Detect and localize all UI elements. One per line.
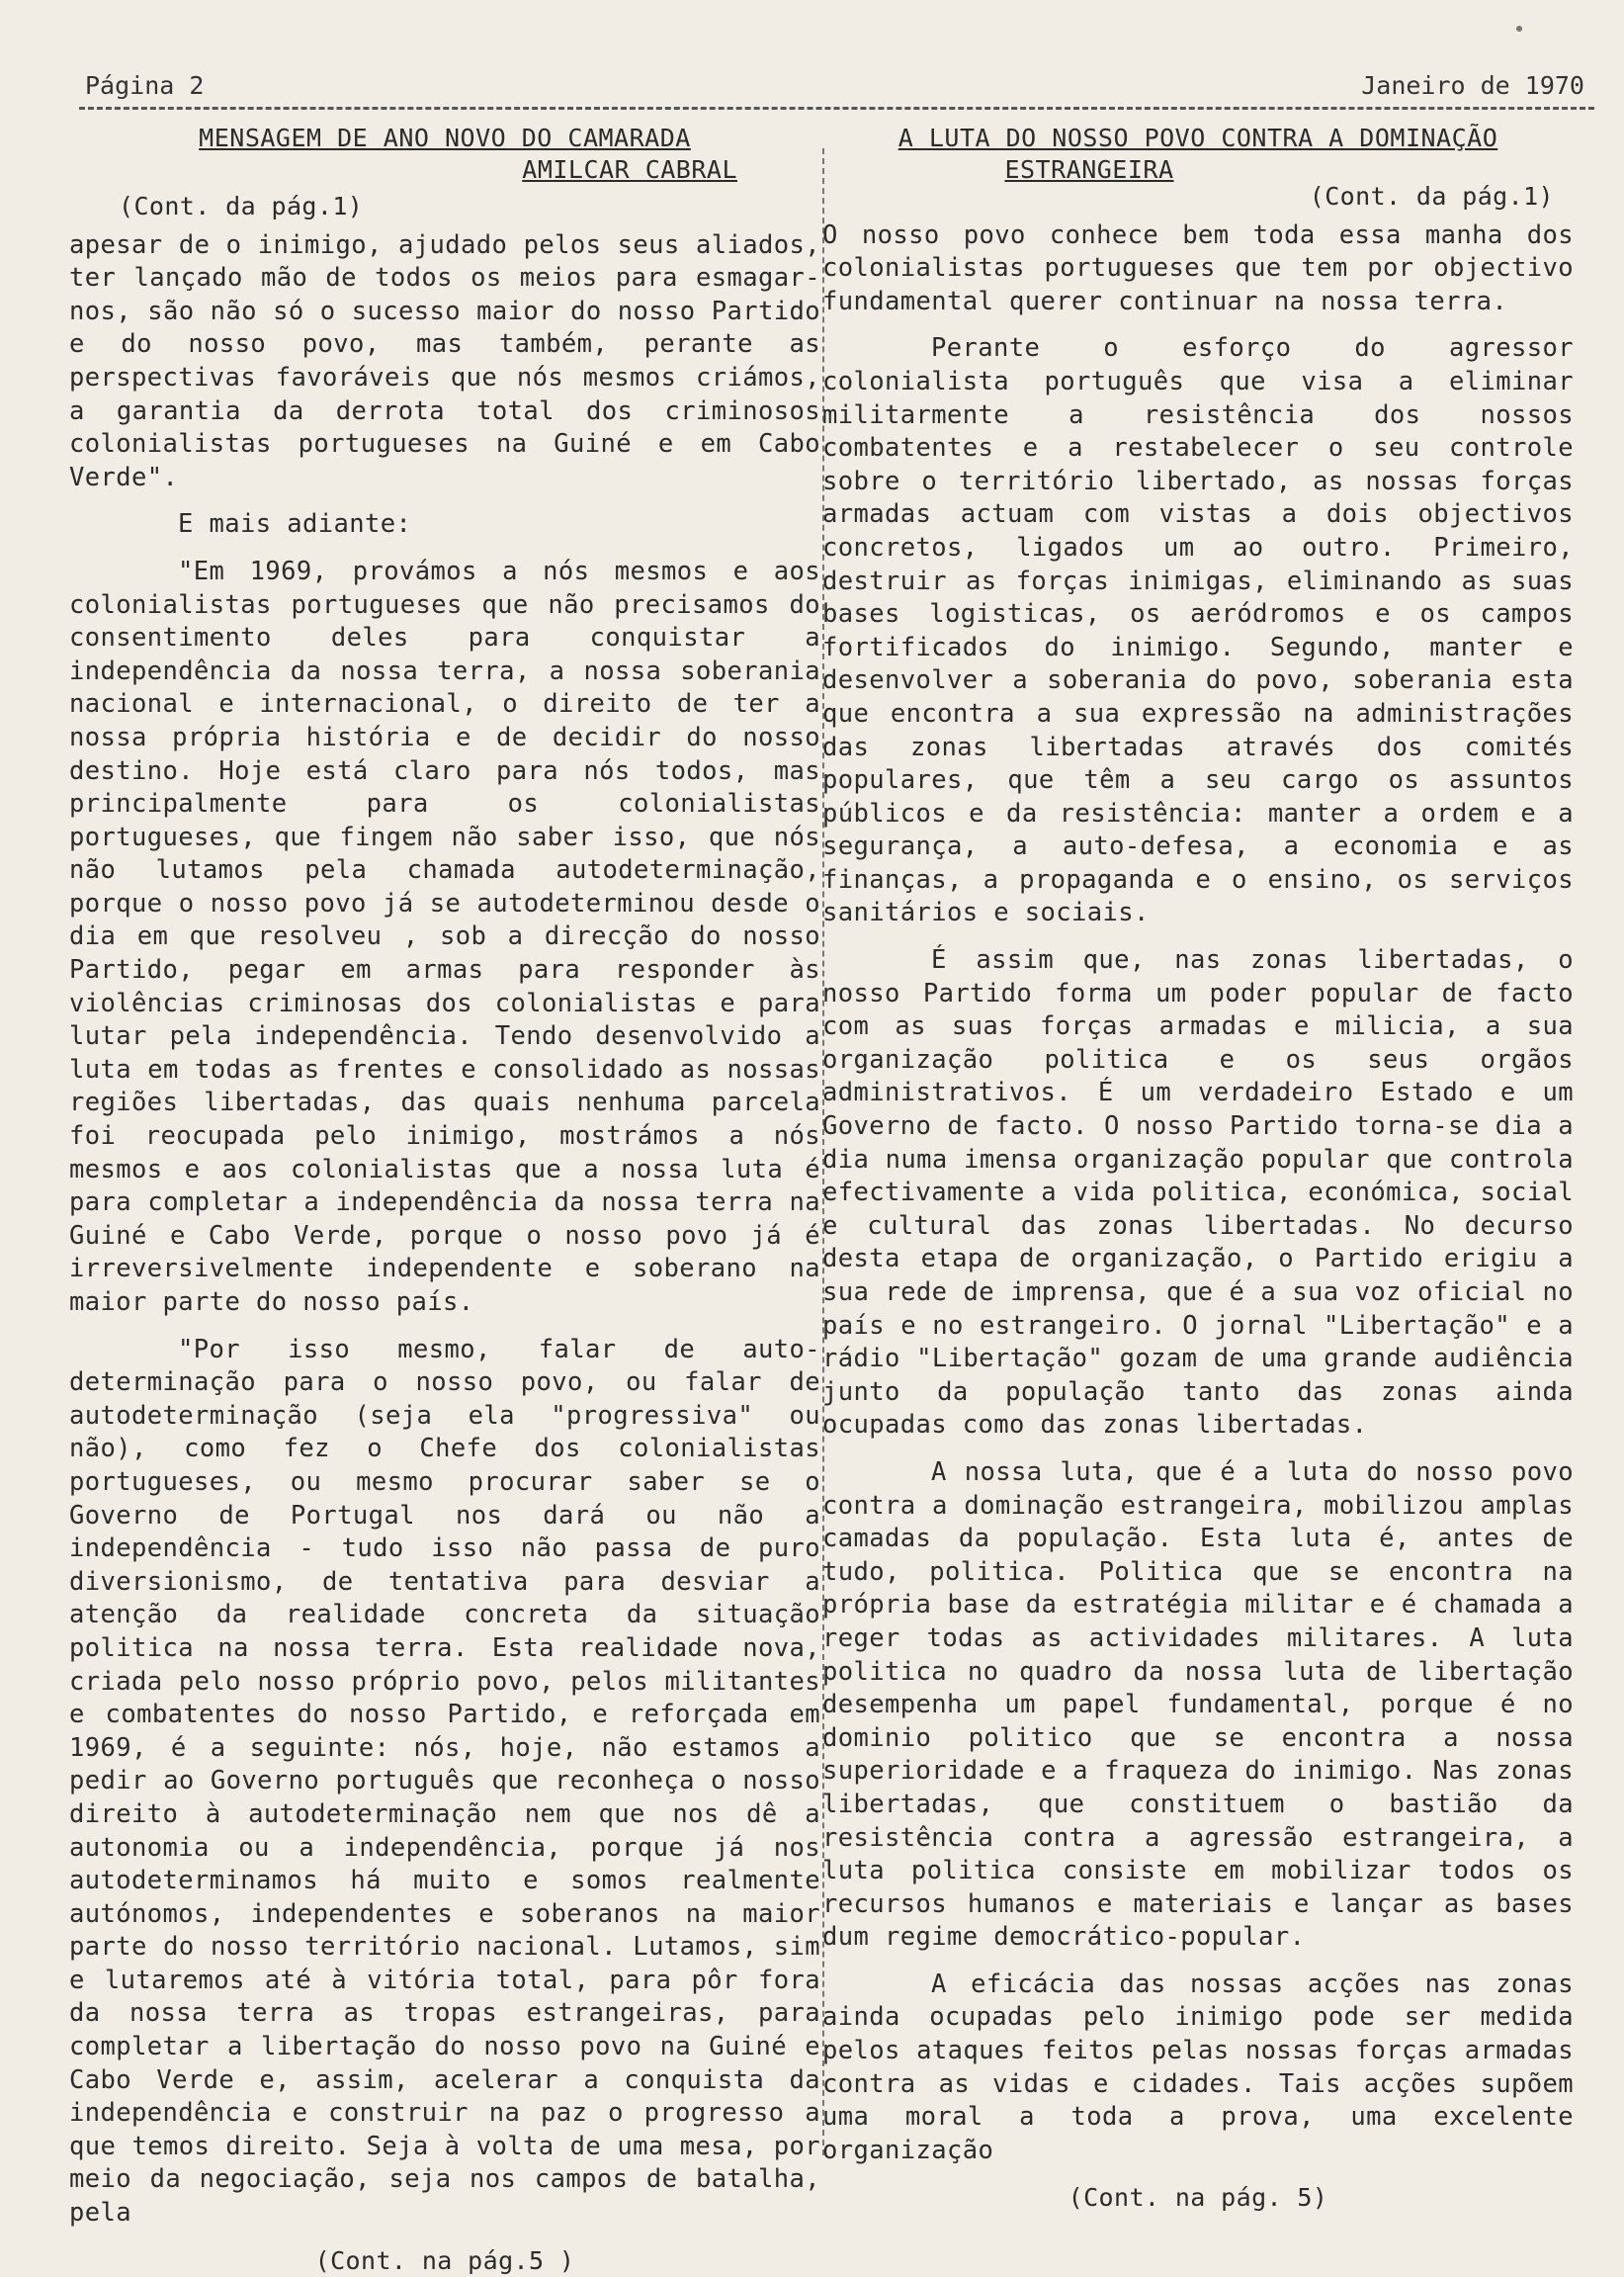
left-article-title-line2: AMILCAR CABRAL [522, 155, 737, 184]
right-paragraph: O nosso povo conhece bem toda essa manha dos colonialistas portugueses que tem por objectivo fundamental querer continuar na nossa terra. [822, 219, 1574, 316]
right-article-title-line2: ESTRANGEIRA [1004, 155, 1174, 184]
right-column [822, 123, 1574, 2215]
left-continued-to: (Cont. na pág.5 ) [314, 2245, 575, 2275]
issue-date: Janeiro de 1970 [1361, 71, 1584, 100]
right-paragraph: A eficácia das nossas acções nas zonas ainda ocupadas pelo inimigo pode ser medida pelos ataques feitos pelas nossas forças armadas contra as vidas e cidades. Tais acções supõem uma moral a toda a prova, uma excelente organização [822, 1969, 1574, 2165]
right-continued-to: (Cont. na pág. 5) [1068, 2183, 1328, 2213]
left-paragraph: apesar de o inimigo, ajudado pelos seus aliados, ter lançado mão de todos os meios para esmagar-nos, são não só o sucesso maior do nosso Partido e do nosso povo, mas também, perante as perspectivas favoráveis que nós mesmos criámos, a garantia da derrota total dos criminosos colonialistas portugueses na Guiné e em Cabo Verde". [69, 229, 820, 492]
left-column [69, 123, 820, 2277]
left-paragraph: "Em 1969, provámos a nós mesmos e aos colonialistas portugueses que não precisamos do consentimento deles para conquistar a independência da nossa terra, a nossa soberania nacional e internacional, o direito de ter a nossa própria história e de decidir do nosso destino. Hoje está claro para nós todos, mas principalmente para os colonialistas portugueses, que fingem não saber isso, que nós não lutamos pela chamada autodeterminação, porque o nosso povo já se autodeterminou desde o dia em que resolveu , sob a direcção do nosso Partido, pegar em armas para responder às violências criminosas dos colonialistas e para lutar pela independência. Tendo desenvolvido a luta em todas as frentes e consolidado as nossas regiões libertadas, das quais nenhuma parcela foi reocupada pelo inimigo, mostrámos a nós mesmos e aos colonialistas que a nossa luta é para completar a independência da nossa terra na Guiné e Cabo Verde, porque o nosso povo já é irreversivelmente independente e soberano na maior parte do nosso país. [69, 556, 820, 1317]
right-article-title-line1: A LUTA DO NOSSO POVO CONTRA A DOMINAÇÃO [897, 124, 1498, 152]
ink-speck [1516, 26, 1522, 32]
right-paragraph: É assim que, nas zonas libertadas, o nosso Partido forma um poder popular de facto com as suas forças armadas e milicia, a sua organização politica e os seus orgãos administrativos. É um verdadeiro Estado e um Governo de facto. O nosso Partido torna-se dia a dia numa imensa organização popular que controla efectivamente a vida politica, económica, social e cultural das zonas libertadas. No decurso desta etapa de organização, o Partido erigiu a sua rede de imprensa, que é a sua voz oficial no país e no estrangeiro. O jornal "Libertação" e a rádio "Libertação" gozam de uma grande audiência junto da população tanto das zonas ainda ocupadas como das zonas libertadas. [822, 945, 1574, 1441]
left-paragraph: "Por isso mesmo, falar de auto-determinação para o nosso povo, ou falar de autodeterminação (seja ela "progressiva" ou não), como fez o Chefe dos colonialistas portugueses, ou mesmo procurar saber se o Governo de Portugal nos dará ou não a independência - tudo isso não passa de puro diversionismo, de tentativa para desviar a atenção da realidade concreta da situação politica na nossa terra. Esta realidade nova, criada pelo nosso próprio povo, pelos militantes e combatentes do nosso Partido, e reforçada em 1969, é a seguinte: nós, hoje, não estamos a pedir ao Governo português que reconheça o nosso direito à autodeterminação nem que nos dê a autonomia ou a independência, porque já nos autodeterminamos há muito e somos realmente autónomos, independentes e soberanos na maior parte do nosso território nacional. Lutamos, sim e lutaremos até à vitória total, para pôr fora da nossa terra as tropas estrangeiras, para completar a libertação do nosso povo na Guiné e Cabo Verde e, assim, acelerar a conquista da independência e construir na paz o progresso a que temos direito. Seja à volta de uma mesa, por meio da negociação, seja nos campos de batalha, pela [69, 1334, 820, 2229]
left-paragraph: E mais adiante: [178, 509, 412, 540]
page-number: Página 2 [85, 71, 205, 100]
right-paragraph: A nossa luta, que é a luta do nosso povo contra a dominação estrangeira, mobilizou amplas camadas da população. Esta luta é, antes de tudo, politica. Politica que se encontra na própria base da estratégia militar e é chamada a reger todas as actividades militares. A luta politica no quadro da nossa luta de libertação desempenha um papel fundamental, porque é no dominio politico que se encontra a nossa superioridade e a fraqueza do inimigo. Nas zonas libertadas, que constituem o bastião da resistência contra a agressão estrangeira, a luta politica consiste em mobilizar todos os recursos humanos e materiais e lançar as bases dum regime democrático-popular. [822, 1456, 1574, 1953]
left-continued-from: (Cont. da pág.1) [119, 192, 364, 220]
right-continued-from: (Cont. da pág.1) [1309, 182, 1554, 211]
right-paragraph: Perante o esforço do agressor colonialista português que visa a eliminar militarmente a resistência dos nossos combatentes e a restabelecer o seu controle sobre o território libertado, as nossas forças armadas actuam com vistas a dois objectivos concretos, ligados um ao outro. Primeiro, destruir as forças inimigas, eliminando as suas bases logisticas, os aeródromos e os campos fortificados do inimigo. Segundo, manter e desenvolver a soberania do povo, soberania esta que encontra a sua expressão na administrações das zonas libertadas através dos comités populares, que têm a seu cargo os assuntos públicos e da resistência: manter a ordem e a segurança, a auto-defesa, a economia e as finanças, a propaganda e o ensino, os serviços sanitários e sociais. [822, 333, 1574, 928]
header-rule [79, 107, 1594, 110]
left-article-title-line1: MENSAGEM DE ANO NOVO DO CAMARADA [199, 124, 691, 152]
